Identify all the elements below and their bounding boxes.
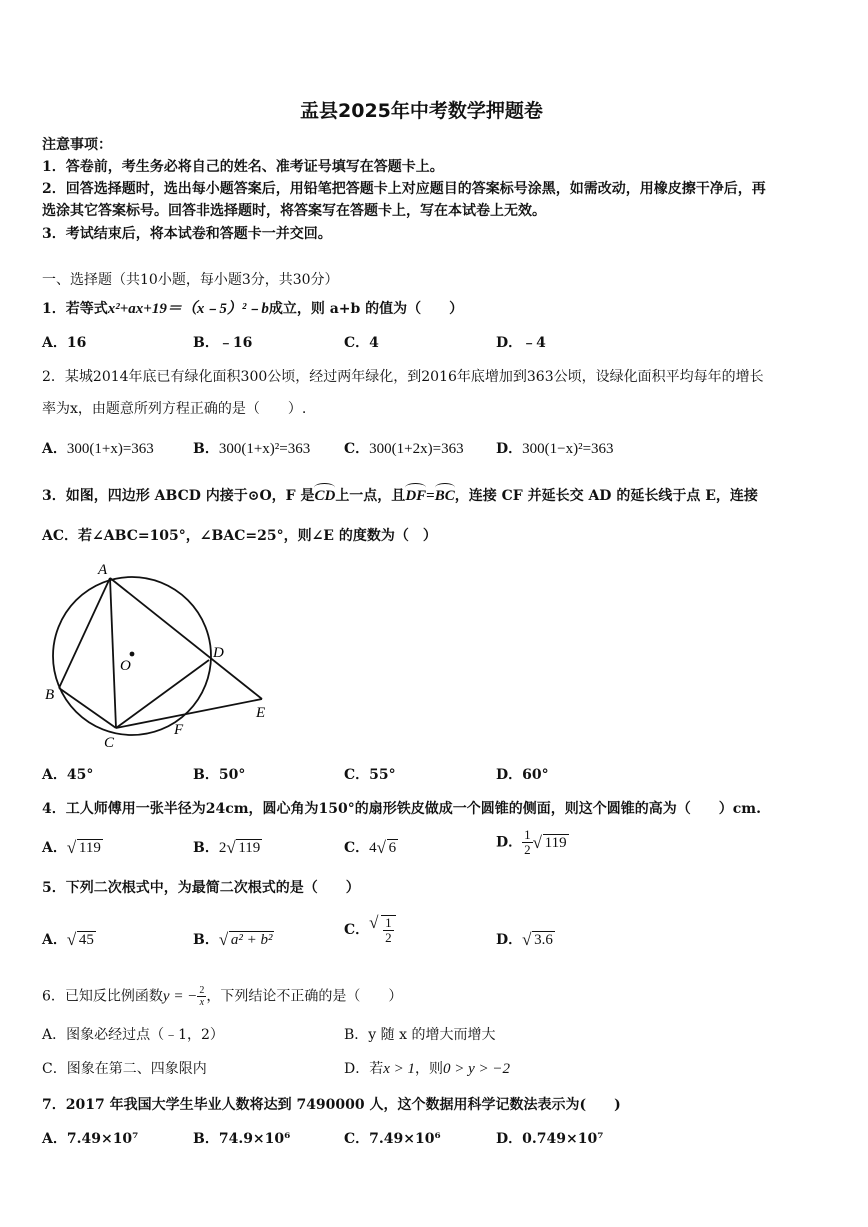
q6-function-fraction <box>197 985 206 1008</box>
q6-option-d-result: 0 > y > −2 <box>443 1061 511 1077</box>
notice-heading: 注意事项： <box>42 137 112 153</box>
q2-stem-line2: 率为x，由题意所列方程正确的是（ ）. <box>42 401 307 417</box>
q6-option-d-condition: x > 1 <box>383 1061 416 1077</box>
q3-stem-part2: 上一点，且 <box>335 488 406 504</box>
q2-option-c-math: 300(1+2x)=363 <box>369 441 464 457</box>
q5-option-c-denominator: 2 <box>385 930 392 945</box>
q1-option-d: D．﹣4 <box>496 335 546 351</box>
q3-stem-part3: ，连接 CF 并延长交 AD 的延长线于点 E，连接 <box>454 488 758 504</box>
notice-item-1: 1．答卷前，考生务必将自己的姓名、准考证号填写在答题卡上。 <box>42 159 444 175</box>
q5-option-d-radicand: 3.6 <box>534 932 553 948</box>
fraction-half <box>522 828 533 857</box>
q6-prefix: 6．已知反比例函数 <box>42 988 163 1005</box>
label-d: D <box>213 645 224 661</box>
q4-option-c-label: C． <box>344 840 370 856</box>
q5-option-d <box>496 929 555 949</box>
notice-item-3: 3．考试结束后，将本试卷和答题卡一并交回。 <box>42 226 332 242</box>
q2-option-d <box>496 438 614 458</box>
q2-option-b <box>193 438 310 458</box>
q4-stem: 4．工人师傅用一张半径为24cm，圆心角为150°的扇形铁皮做成一个圆锥的侧面，则这个圆锥的高为（ ）cm. <box>42 801 761 817</box>
q4-option-c-radicand: 6 <box>388 840 397 856</box>
label-f: F <box>174 722 184 738</box>
segment-ab <box>59 578 110 688</box>
q5-option-a-label: A． <box>42 932 67 948</box>
sqrt-symbol <box>369 915 396 945</box>
q6-stem <box>42 985 402 1008</box>
q2-option-c <box>344 438 464 458</box>
q4-option-b-label: B． <box>193 840 219 856</box>
q4-option-d-numerator: 1 <box>524 827 531 842</box>
segment-ce <box>116 699 262 728</box>
notice-item-2-cont: 选涂其它答案标号。回答非选择题时，将答案写在答题卡上，写在本试卷上无效。 <box>42 203 546 219</box>
q4-option-b-radicand: 119 <box>238 840 261 856</box>
q7-option-c: C．7.49×10⁶ <box>344 1131 441 1147</box>
sqrt-symbol <box>522 932 555 949</box>
q4-option-c-coef: 4 <box>369 840 377 856</box>
q3-option-d: D．60° <box>496 767 549 783</box>
label-o: O <box>120 658 131 674</box>
q6-function-denominator: x <box>199 997 205 1008</box>
q5-option-d-label: D． <box>496 932 523 948</box>
q6-function-numerator: 2 <box>199 985 205 996</box>
q4-option-c <box>344 837 398 857</box>
q3-geometry-figure <box>40 556 280 752</box>
q2-option-a <box>42 438 154 458</box>
sqrt-symbol <box>377 840 399 857</box>
label-c: C <box>104 735 115 751</box>
q3-option-b: B．50° <box>193 767 246 783</box>
q2-option-d-label: D． <box>496 441 523 457</box>
q2-option-a-math: 300(1+x)=363 <box>66 441 154 457</box>
q6-suffix: ，下列结论不正确的是（ ） <box>206 988 403 1005</box>
q1-expression: x²+ax+19＝（x﹣5）²﹣b <box>107 301 269 317</box>
q7-option-a: A．7.49×10⁷ <box>42 1131 139 1147</box>
q4-option-a <box>42 837 103 857</box>
q2-option-d-math: 300(1−x)²=363 <box>522 441 614 457</box>
label-e: E <box>256 705 266 721</box>
sqrt-symbol <box>533 835 569 852</box>
q5-option-b-label: B． <box>193 932 219 948</box>
q1-suffix: 成立，则 a+b 的值为（ ） <box>268 301 464 317</box>
label-a: A <box>98 562 108 578</box>
q5-option-c-label: C． <box>344 921 370 938</box>
q7-stem: 7．2017 年我国大学生毕业人数将达到 7490000 人，这个数据用科学记数法表示为( ) <box>42 1097 621 1113</box>
q2-option-c-label: C． <box>344 441 370 457</box>
q7-option-b: B．74.9×10⁶ <box>193 1131 291 1147</box>
q4-option-d-label: D． <box>496 834 523 851</box>
q3-stem-line1 <box>42 485 758 505</box>
q6-option-d <box>344 1058 510 1078</box>
q2-stem-line1: 2．某城2014年底已有绿化面积300公顷，经过两年绿化，到2016年底增加到363公顷，设绿化面积平均每年的增长 <box>42 369 764 385</box>
q4-option-d-radicand: 119 <box>544 834 567 851</box>
arc-cd: CD <box>314 488 336 504</box>
arc-df: DF <box>405 488 427 504</box>
q4-option-b-coef: 2 <box>218 840 227 856</box>
q2-option-b-label: B． <box>193 441 219 457</box>
q4-option-a-label: A． <box>42 840 67 856</box>
q6-option-b: B．y 随 x 的增大而增大 <box>344 1027 496 1043</box>
q1-option-b: B．﹣16 <box>193 335 253 351</box>
q3-stem-part1: 3．如图，四边形 ABCD 内接于⊙O，F 是 <box>42 488 315 504</box>
sqrt-symbol <box>219 932 275 949</box>
q5-option-a <box>42 929 96 949</box>
q4-option-d <box>496 828 569 857</box>
q3-option-c: C．55° <box>344 767 396 783</box>
q5-option-c <box>344 915 396 945</box>
q1-option-a: A．16 <box>42 335 87 351</box>
sqrt-symbol <box>67 932 96 949</box>
q2-option-b-math: 300(1+x)²=363 <box>218 441 311 457</box>
q6-option-d-prefix: D．若 <box>344 1061 384 1077</box>
q4-option-a-radicand: 119 <box>78 840 101 856</box>
q5-stem: 5．下列二次根式中，为最简二次根式的是（ ） <box>42 880 360 896</box>
equals-sign: = <box>426 488 435 504</box>
center-point-o <box>130 652 135 657</box>
q7-option-d: D．0.749×10⁷ <box>496 1131 604 1147</box>
q6-function-lhs: y = − <box>162 988 198 1005</box>
q5-option-c-numerator: √ 1 <box>385 915 392 930</box>
q4-option-d-denominator: 2 <box>524 842 531 857</box>
page-title: 盂县2025年中考数学押题卷 <box>300 100 543 122</box>
q4-option-b <box>193 837 262 857</box>
q2-option-a-label: A． <box>42 441 67 457</box>
notice-item-2: 2．回答选择题时，选出每小题答案后，用铅笔把答题卡上对应题目的答案标号涂黑，如需改动，用橡皮擦干净后，再 <box>42 181 766 197</box>
q6-option-c: C．图象在第二、四象限内 <box>42 1061 207 1077</box>
sqrt-symbol <box>67 840 103 857</box>
segment-ac <box>110 578 116 728</box>
sqrt-symbol <box>226 840 262 857</box>
fraction-half <box>383 916 394 945</box>
q3-stem-line2: AC．若∠ABC=105°，∠BAC=25°，则∠E 的度数为（ ） <box>42 528 437 544</box>
arc-bc: BC <box>434 488 455 504</box>
q1-prefix: 1．若等式 <box>42 301 108 317</box>
q1-stem <box>42 297 463 318</box>
q3-option-a: A．45° <box>42 767 94 783</box>
q6-option-d-mid: ，则 <box>415 1061 444 1077</box>
q5-option-b <box>193 929 274 949</box>
segment-ae <box>110 578 262 699</box>
label-b: B <box>45 687 55 703</box>
q1-option-c: C．4 <box>344 335 379 351</box>
q5-option-b-radicand: a² + b² <box>230 932 273 948</box>
section-heading: 一、选择题（共10小题，每小题3分，共30分） <box>42 272 339 288</box>
q6-option-a: A．图象必经过点（﹣1，2） <box>42 1027 224 1043</box>
q5-option-a-radicand: 45 <box>78 932 94 948</box>
